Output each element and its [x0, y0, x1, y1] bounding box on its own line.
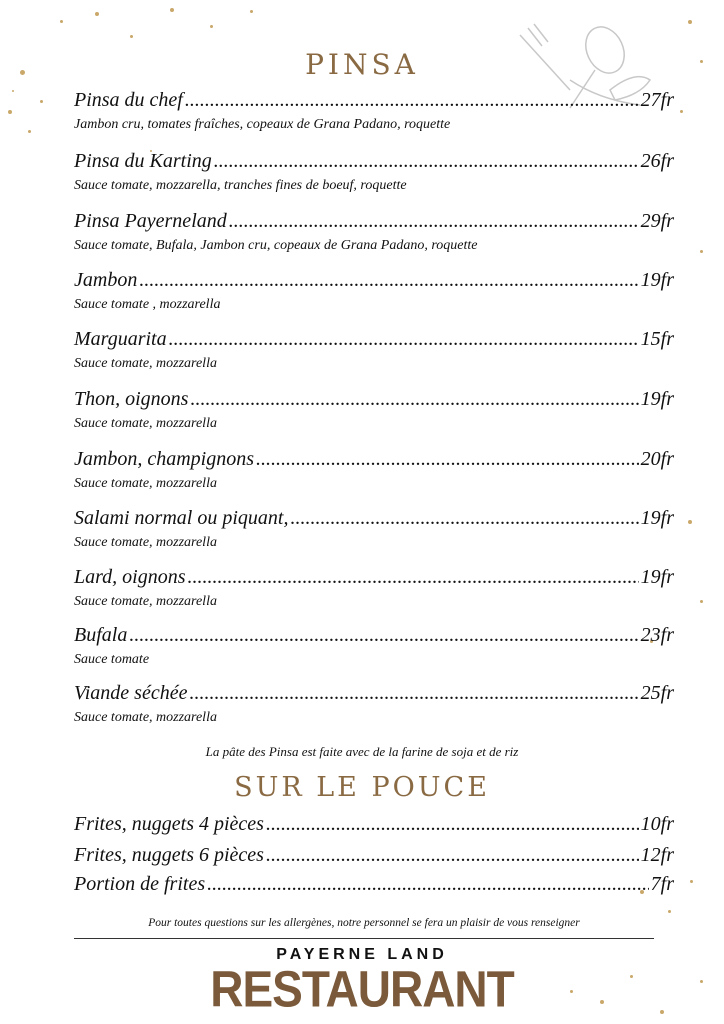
dot-leader	[214, 149, 639, 173]
menu-item-price: 29fr	[640, 210, 674, 232]
menu-item	[74, 565, 674, 611]
menu-item-row	[74, 506, 674, 530]
brand-logo: RESTAURANT	[210, 960, 514, 1018]
menu-item-price: 23fr	[640, 624, 674, 646]
menu-item-price: 15fr	[640, 328, 674, 350]
menu-item	[74, 506, 674, 552]
menu-item-price: 12fr	[640, 844, 674, 866]
dot-leader	[129, 623, 638, 647]
menu-item-description: Jambon cru, tomates fraîches, copeaux de Grana Padano, roquette	[74, 117, 451, 132]
menu-item-price: 19fr	[640, 388, 674, 410]
menu-item	[74, 387, 674, 433]
dot-leader	[207, 872, 649, 896]
dot-leader	[169, 327, 639, 351]
menu-item-row	[74, 268, 674, 292]
dough-note: La pâte des Pinsa est faite avec de la farine de soja et de riz	[205, 744, 519, 759]
menu-item-price: 7fr	[650, 873, 674, 895]
menu-item	[74, 209, 674, 255]
menu-item-description: Sauce tomate, Bufala, Jambon cru, copeaux de Grana Padano, roquette	[74, 238, 478, 253]
dot-leader	[290, 506, 638, 530]
menu-item-name: Pinsa du chef	[74, 89, 183, 111]
menu-item-price: 19fr	[640, 507, 674, 529]
menu-item-description: Sauce tomate, mozzarella	[74, 416, 217, 431]
menu-item-price: 25fr	[640, 682, 674, 704]
dot-leader	[188, 565, 639, 589]
menu-item	[74, 447, 674, 493]
menu-item-name: Marguarita	[74, 328, 167, 350]
brand-subtitle: PAYERNE LAND	[276, 946, 448, 963]
menu-item-price: 19fr	[640, 269, 674, 291]
divider	[74, 938, 654, 939]
menu-item-name: Pinsa du Karting	[74, 150, 212, 172]
menu-item-description: Sauce tomate	[74, 652, 150, 667]
menu-item-row	[74, 843, 674, 867]
menu-item-row	[74, 209, 674, 233]
menu-item-description: Sauce tomate, mozzarella, tranches fines de boeuf, roquette	[74, 178, 407, 193]
menu-item-name: Lard, oignons	[74, 566, 186, 588]
dot-leader	[190, 387, 638, 411]
menu-item	[74, 843, 674, 867]
dot-leader	[139, 268, 638, 292]
menu-item-name: Jambon	[74, 269, 138, 291]
menu-item	[74, 149, 674, 195]
menu-item-row	[74, 88, 674, 112]
menu-item-name: Pinsa Payerneland	[74, 210, 227, 232]
menu-item-description: Sauce tomate , mozzarella	[74, 297, 221, 312]
menu-item-description: Sauce tomate, mozzarella	[74, 535, 217, 550]
menu-item-row	[74, 149, 674, 173]
sur-le-pouce-section-title: SUR LE POUCE	[234, 772, 490, 803]
dot-leader	[266, 812, 639, 836]
menu-item-description: Sauce tomate, mozzarella	[74, 476, 217, 491]
menu-item-price: 27fr	[640, 89, 674, 111]
menu-item-row	[74, 387, 674, 411]
dot-leader	[189, 681, 638, 705]
menu-item-row	[74, 681, 674, 705]
menu-item-description: Sauce tomate, mozzarella	[74, 710, 217, 725]
pinsa-section-title: PINSA	[305, 48, 419, 81]
menu-item	[74, 872, 674, 896]
menu-item-row	[74, 565, 674, 589]
allergen-note: Pour toutes questions sur les allergènes, notre personnel se fera un plaisir de vous renseigner	[148, 917, 580, 929]
dot-leader	[185, 88, 639, 112]
menu-item-row	[74, 812, 674, 836]
menu-item-description: Sauce tomate, mozzarella	[74, 356, 217, 371]
menu-item-price: 26fr	[640, 150, 674, 172]
menu-item-name: Thon, oignons	[74, 388, 189, 410]
menu-item-price: 19fr	[640, 566, 674, 588]
dot-leader	[229, 209, 639, 233]
menu-item-row	[74, 623, 674, 647]
menu-item-name: Jambon, champignons	[74, 448, 254, 470]
menu-item	[74, 268, 674, 314]
menu-item-name: Salami normal ou piquant,	[74, 507, 289, 529]
menu-item	[74, 681, 674, 727]
menu-item-row	[74, 447, 674, 471]
menu-item	[74, 623, 674, 669]
menu-item-name: Frites, nuggets 6 pièces	[74, 844, 264, 866]
dot-leader	[266, 843, 639, 867]
dot-leader	[256, 447, 639, 471]
menu-item	[74, 88, 674, 134]
menu-item-row	[74, 327, 674, 351]
menu-item-price: 10fr	[640, 813, 674, 835]
menu-item-name: Bufala	[74, 624, 128, 646]
menu-item-price: 20fr	[640, 448, 674, 470]
menu-item-row	[74, 872, 674, 896]
menu-item-name: Viande séchée	[74, 682, 188, 704]
menu-item	[74, 812, 674, 836]
menu-item	[74, 327, 674, 373]
menu-item-description: Sauce tomate, mozzarella	[74, 594, 217, 609]
menu-item-name: Portion de frites	[74, 873, 206, 895]
menu-item-name: Frites, nuggets 4 pièces	[74, 813, 264, 835]
